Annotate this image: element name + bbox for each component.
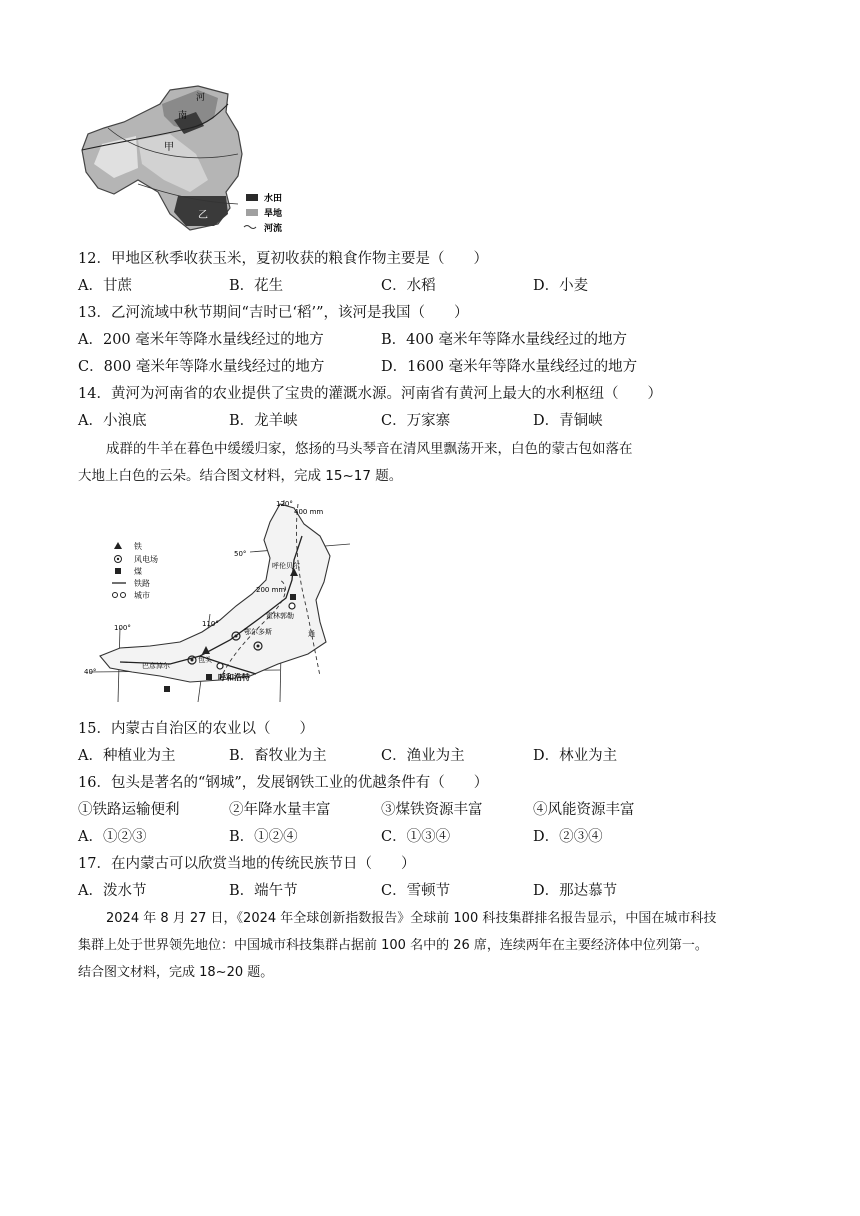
map2-erdos: 鄂尔多斯 [244, 628, 272, 636]
map2-mm-400: 400 mm [294, 508, 324, 516]
map2-baotou: 包头 [198, 656, 212, 664]
passage2-line2: 集群上处于世界领先地位：中国城市科技集群占据前 100 名中的 26 席，连续两年在主要经济体中位列第一。 [78, 938, 708, 953]
map2-huolinguole: 霍林郭勒 [266, 612, 294, 620]
map2-legend-coal: 煤 [134, 567, 142, 576]
map2-legend-iron: 铁 [134, 542, 142, 551]
q16-item-1: ①铁路运输便利 [78, 802, 180, 818]
q13-option-a[interactable]: A．200 毫米年等降水量线经过的地方 [78, 332, 324, 348]
map2-huhehaote: 呼和浩特 [218, 673, 250, 682]
legend-dry-swatch [246, 209, 258, 216]
q16-option-b[interactable]: B．①②④ [229, 829, 298, 845]
q14-option-b[interactable]: B．龙羊峡 [229, 413, 298, 429]
passage1-line1: 成群的牛羊在暮色中缓缓归家，悠扬的马头琴音在清风里飘荡开来，白色的蒙古包如落在 [106, 441, 633, 457]
q15-stem: 15．内蒙古自治区的农业以（ ） [78, 721, 314, 737]
map2-tong: 通 [308, 630, 315, 638]
map2-mm-200: 200 mm [256, 586, 286, 594]
q16-item-2: ②年降水量丰富 [229, 802, 331, 818]
q12-option-a[interactable]: A．甘蔗 [78, 278, 132, 294]
map2-legend-rail: 铁路 [134, 579, 150, 588]
map2-legend-wind: 风电场 [134, 555, 158, 564]
q15-option-b[interactable]: B．畜牧业为主 [229, 748, 327, 764]
q14-option-c[interactable]: C．万家寨 [381, 413, 451, 429]
passage1-line2: 大地上白色的云朵。结合图文材料，完成 15~17 题。 [78, 468, 403, 484]
map2-lon-110: 110° [202, 620, 219, 628]
map2-lon-100: 100° [114, 624, 131, 632]
q16-option-a[interactable]: A．①②③ [78, 829, 147, 845]
legend-river-symbol [244, 226, 256, 229]
q17-stem: 17．在内蒙古可以欣赏当地的传统民族节日（ ） [78, 856, 416, 872]
map2-lon-120: 120° [276, 500, 293, 508]
q13-stem: 13．乙河流域中秋节期间“吉时已‘稻’”，该河是我国（ ） [78, 305, 469, 321]
q12-option-d[interactable]: D．小麦 [533, 278, 589, 294]
q14-option-d[interactable]: D．青铜峡 [533, 413, 603, 429]
passage2-line3: 结合图文材料，完成 18~20 题。 [78, 965, 274, 980]
q15-option-c[interactable]: C．渔业为主 [381, 748, 465, 764]
q16-option-d[interactable]: D．②③④ [533, 829, 603, 845]
map2-lat-40: 40° [84, 668, 97, 676]
map1-label-he: 河 [196, 93, 206, 103]
map1-label-nan: 南 [178, 111, 188, 121]
q15-option-a[interactable]: A．种植业为主 [78, 748, 176, 764]
q17-option-a[interactable]: A．泼水节 [78, 883, 147, 899]
map1-label-yi: 乙 [198, 210, 208, 221]
henan-map [78, 84, 298, 238]
legend-paddy-swatch [246, 194, 258, 201]
q13-option-c[interactable]: C．800 毫米年等降水量线经过的地方 [78, 359, 325, 375]
q13-option-d[interactable]: D．1600 毫米年等降水量线经过的地方 [381, 359, 638, 375]
inner-mongolia-map [80, 496, 350, 702]
passage2-line1: 2024 年 8 月 27 日，《2024 年全球创新指数报告》全球前 100 科技集群排名报告显示，中国在城市科技 [106, 911, 717, 926]
q16-option-c[interactable]: C．①③④ [381, 829, 451, 845]
q12-option-b[interactable]: B．花生 [229, 278, 284, 294]
q13-option-b[interactable]: B．400 毫米年等降水量线经过的地方 [381, 332, 627, 348]
q16-item-3: ③煤铁资源丰富 [381, 802, 483, 818]
legend-river-label: 河流 [264, 224, 283, 234]
map2-hulunbeier: 呼伦贝尔 [272, 562, 300, 570]
q12-stem: 12．甲地区秋季收获玉米，夏初收获的粮食作物主要是（ ） [78, 251, 488, 267]
map2-legend-city: 城市 [134, 591, 150, 600]
q16-stem: 16．包头是著名的“钢城”，发展钢铁工业的优越条件有（ ） [78, 775, 489, 791]
q17-option-d[interactable]: D．那达慕节 [533, 883, 618, 899]
q17-option-b[interactable]: B．端午节 [229, 883, 298, 899]
q17-option-c[interactable]: C．雪顿节 [381, 883, 451, 899]
legend-dry-label: 旱地 [264, 209, 283, 219]
q15-option-d[interactable]: D．林业为主 [533, 748, 618, 764]
map2-lat-50: 50° [234, 550, 247, 558]
map1-label-jia: 甲 [164, 142, 174, 153]
legend-paddy-label: 水田 [264, 194, 283, 204]
map2-bayannaoer: 巴彦淖尔 [142, 662, 170, 670]
q12-option-c[interactable]: C．水稻 [381, 278, 436, 294]
q14-stem: 14．黄河为河南省的农业提供了宝贵的灌溉水源。河南省有黄河上最大的水利枢纽（ ） [78, 386, 662, 402]
q16-item-4: ④风能资源丰富 [533, 802, 635, 818]
q14-option-a[interactable]: A．小浪底 [78, 413, 147, 429]
